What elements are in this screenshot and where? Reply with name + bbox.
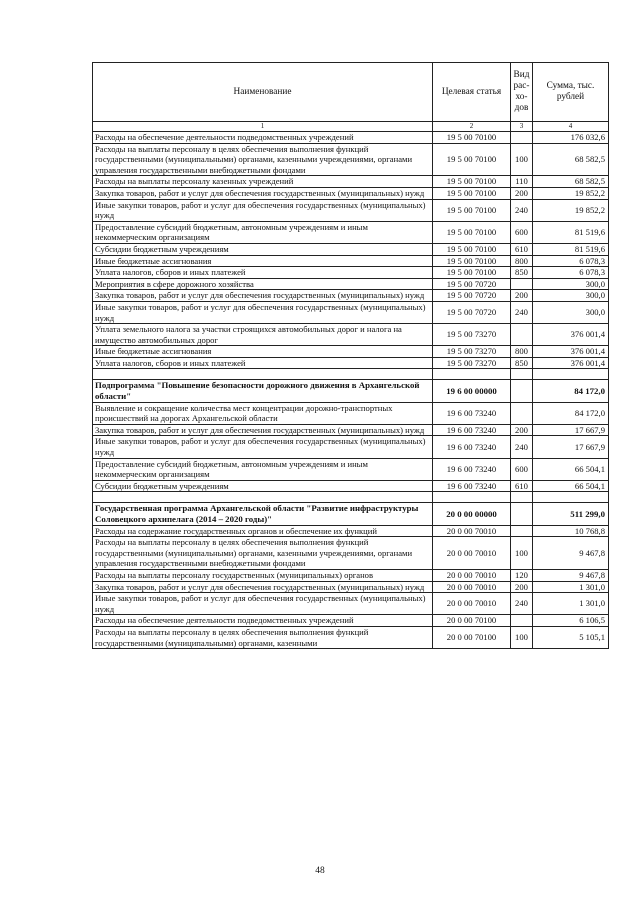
table-row [93,132,609,144]
cell-amount: 1 301,0 [533,593,609,615]
table-row [93,480,609,492]
cell-name: Иные закупки товаров, работ и услуг для обеспечения государственных (муниципальных) нужд [93,593,433,615]
cell-amount: 84 172,0 [533,380,609,402]
cell-amount: 300,0 [533,278,609,290]
spacer-cell [533,369,609,380]
cell-target-article: 19 5 00 70100 [433,267,511,279]
cell-target-article: 20 0 00 70010 [433,569,511,581]
cell-name: Расходы на обеспечение деятельности подведомственных учреждений [93,615,433,627]
cell-name: Расходы на содержание государственных органов и обеспечение их функций [93,525,433,537]
cell-amount: 1 301,0 [533,581,609,593]
spacer-cell [511,492,533,503]
cell-target-article: 20 0 00 70010 [433,525,511,537]
cell-expense-type: 800 [511,255,533,267]
cell-amount: 19 852,2 [533,199,609,221]
cell-target-article: 19 5 00 70100 [433,221,511,243]
table-row [93,199,609,221]
cell-amount: 6 078,3 [533,267,609,279]
header-target-article: Целевая статья [433,63,511,122]
cell-name: Закупка товаров, работ и услуг для обеспечения государственных (муниципальных) нужд [93,187,433,199]
cell-name: Подпрограмма "Повышение безопасности дорожного движения в Архангельской области" [93,380,433,402]
cell-amount: 68 582,5 [533,176,609,188]
cell-expense-type: 200 [511,424,533,436]
cell-expense-type: 240 [511,436,533,458]
cell-expense-type: 240 [511,593,533,615]
table-row [93,301,609,323]
cell-amount: 5 105,1 [533,626,609,648]
table-row [93,278,609,290]
cell-amount: 68 582,5 [533,143,609,176]
cell-name: Выявление и сокращение количества мест концентрации дорожно-транспортных происшествий на дорогах Архангельской области [93,402,433,424]
budget-table-sheet [92,62,608,649]
cell-expense-type: 610 [511,243,533,255]
cell-name: Расходы на выплаты персоналу в целях обеспечения выполнения функций государственными (муниципальными) органами, казенными учреждениями, органами управления государственными внебюджетными фондами [93,143,433,176]
table-row [93,424,609,436]
cell-amount: 6 078,3 [533,255,609,267]
table-row [93,243,609,255]
cell-name: Предоставление субсидий бюджетным, автономным учреждениям и иным некоммерческим организациям [93,458,433,480]
cell-target-article: 20 0 00 70010 [433,593,511,615]
cell-target-article: 19 6 00 73240 [433,436,511,458]
cell-name: Расходы на обеспечение деятельности подведомственных учреждений [93,132,433,144]
cell-amount: 17 667,9 [533,436,609,458]
cell-target-article: 20 0 00 70010 [433,537,511,570]
header-name: Наименование [93,63,433,122]
page-number: 48 [315,866,325,876]
table-body [93,132,609,649]
cell-amount: 84 172,0 [533,402,609,424]
table-row [93,626,609,648]
cell-expense-type [511,525,533,537]
cell-expense-type: 200 [511,290,533,302]
cell-target-article: 19 5 00 70720 [433,278,511,290]
cell-expense-type: 800 [511,346,533,358]
table-row [93,581,609,593]
cell-target-article: 19 5 00 73270 [433,357,511,369]
cell-amount: 6 106,5 [533,615,609,627]
cell-target-article: 19 5 00 73270 [433,324,511,346]
column-number: 3 [511,122,533,132]
cell-expense-type: 120 [511,569,533,581]
cell-expense-type [511,380,533,402]
cell-amount: 511 299,0 [533,503,609,525]
cell-amount: 10 768,8 [533,525,609,537]
cell-expense-type [511,615,533,627]
cell-name: Мероприятия в сфере дорожного хозяйства [93,278,433,290]
table-row [93,143,609,176]
cell-target-article: 20 0 00 70100 [433,615,511,627]
cell-expense-type [511,324,533,346]
spacer-row [93,369,609,380]
cell-amount: 66 504,1 [533,458,609,480]
spacer-cell [511,369,533,380]
spacer-row [93,492,609,503]
table-row [93,569,609,581]
spacer-cell [93,369,433,380]
cell-target-article: 19 5 00 70100 [433,143,511,176]
cell-amount: 376 001,4 [533,357,609,369]
table-row [93,593,609,615]
cell-target-article: 20 0 00 00000 [433,503,511,525]
program-row [93,503,609,525]
header-amount: Сумма, тыс. рублей [533,63,609,122]
table-row [93,357,609,369]
cell-amount: 376 001,4 [533,324,609,346]
cell-name: Уплата налогов, сборов и иных платежей [93,357,433,369]
cell-amount: 9 467,8 [533,569,609,581]
table-row [93,187,609,199]
table-row [93,290,609,302]
cell-expense-type: 100 [511,626,533,648]
cell-name: Иные бюджетные ассигнования [93,255,433,267]
table-row [93,458,609,480]
cell-amount: 19 852,2 [533,187,609,199]
cell-target-article: 20 0 00 70100 [433,626,511,648]
table-row [93,346,609,358]
cell-name: Уплата налогов, сборов и иных платежей [93,267,433,279]
table-row [93,537,609,570]
cell-amount: 376 001,4 [533,346,609,358]
table-row [93,402,609,424]
column-number: 1 [93,122,433,132]
program-row [93,380,609,402]
header-expense-type: Вид рас-хо-дов [511,63,533,122]
cell-target-article: 19 5 00 70100 [433,187,511,199]
cell-name: Иные бюджетные ассигнования [93,346,433,358]
cell-expense-type: 600 [511,458,533,480]
cell-expense-type: 100 [511,143,533,176]
table-row [93,221,609,243]
cell-name: Иные закупки товаров, работ и услуг для обеспечения государственных (муниципальных) нужд [93,301,433,323]
cell-name: Субсидии бюджетным учреждениям [93,243,433,255]
table-row [93,525,609,537]
cell-expense-type [511,132,533,144]
cell-name: Расходы на выплаты персоналу в целях обеспечения выполнения функций государственными (муниципальными) органами, казенными [93,626,433,648]
cell-amount: 17 667,9 [533,424,609,436]
cell-target-article: 19 5 00 70100 [433,243,511,255]
cell-target-article: 19 5 00 73270 [433,346,511,358]
cell-amount: 66 504,1 [533,480,609,492]
table-row [93,267,609,279]
cell-target-article: 19 5 00 70100 [433,176,511,188]
cell-target-article: 20 0 00 70010 [433,581,511,593]
cell-expense-type [511,278,533,290]
spacer-cell [433,492,511,503]
spacer-cell [433,369,511,380]
cell-target-article: 19 5 00 70100 [433,132,511,144]
cell-name: Закупка товаров, работ и услуг для обеспечения государственных (муниципальных) нужд [93,581,433,593]
cell-target-article: 19 5 00 70720 [433,290,511,302]
cell-target-article: 19 5 00 70720 [433,301,511,323]
cell-name: Государственная программа Архангельской области "Развитие инфраструктуры Соловецкого архипелага (2014 – 2020 годы)" [93,503,433,525]
spacer-cell [533,492,609,503]
cell-amount: 81 519,6 [533,221,609,243]
cell-amount: 81 519,6 [533,243,609,255]
table-row [93,176,609,188]
table-row [93,615,609,627]
cell-expense-type [511,402,533,424]
table-row [93,436,609,458]
cell-name: Расходы на выплаты персоналу государственных (муниципальных) органов [93,569,433,581]
cell-target-article: 19 5 00 70100 [433,199,511,221]
cell-expense-type: 610 [511,480,533,492]
table-row [93,255,609,267]
column-number: 2 [433,122,511,132]
cell-expense-type: 850 [511,357,533,369]
column-number: 4 [533,122,609,132]
cell-target-article: 19 6 00 00000 [433,380,511,402]
cell-expense-type: 110 [511,176,533,188]
table-row [93,324,609,346]
cell-expense-type: 240 [511,301,533,323]
cell-expense-type: 200 [511,581,533,593]
cell-target-article: 19 6 00 73240 [433,458,511,480]
spacer-cell [93,492,433,503]
cell-name: Иные закупки товаров, работ и услуг для обеспечения государственных (муниципальных) нужд [93,436,433,458]
cell-target-article: 19 6 00 73240 [433,480,511,492]
cell-expense-type: 100 [511,537,533,570]
cell-name: Расходы на выплаты персоналу казенных учреждений [93,176,433,188]
cell-expense-type: 240 [511,199,533,221]
cell-name: Расходы на выплаты персоналу в целях обеспечения выполнения функций государственными (муниципальными) органами, казенными учреждениями, органами управления государственными внебюджетными фондами [93,537,433,570]
cell-expense-type: 850 [511,267,533,279]
cell-name: Уплата земельного налога за участки строящихся автомобильных дорог и налога на имущество автомобильных дорог [93,324,433,346]
cell-amount: 300,0 [533,290,609,302]
cell-expense-type: 600 [511,221,533,243]
cell-amount: 176 032,6 [533,132,609,144]
cell-name: Субсидии бюджетным учреждениям [93,480,433,492]
cell-expense-type [511,503,533,525]
cell-target-article: 19 6 00 73240 [433,402,511,424]
cell-expense-type: 200 [511,187,533,199]
cell-name: Закупка товаров, работ и услуг для обеспечения государственных (муниципальных) нужд [93,424,433,436]
cell-amount: 9 467,8 [533,537,609,570]
cell-amount: 300,0 [533,301,609,323]
cell-target-article: 19 5 00 70100 [433,255,511,267]
header-row [93,63,609,122]
column-number-row [93,122,609,132]
cell-name: Предоставление субсидий бюджетным, автономным учреждениям и иным некоммерческим организациям [93,221,433,243]
cell-target-article: 19 6 00 73240 [433,424,511,436]
cell-name: Закупка товаров, работ и услуг для обеспечения государственных (муниципальных) нужд [93,290,433,302]
budget-table [92,62,609,649]
cell-name: Иные закупки товаров, работ и услуг для обеспечения государственных (муниципальных) нужд [93,199,433,221]
